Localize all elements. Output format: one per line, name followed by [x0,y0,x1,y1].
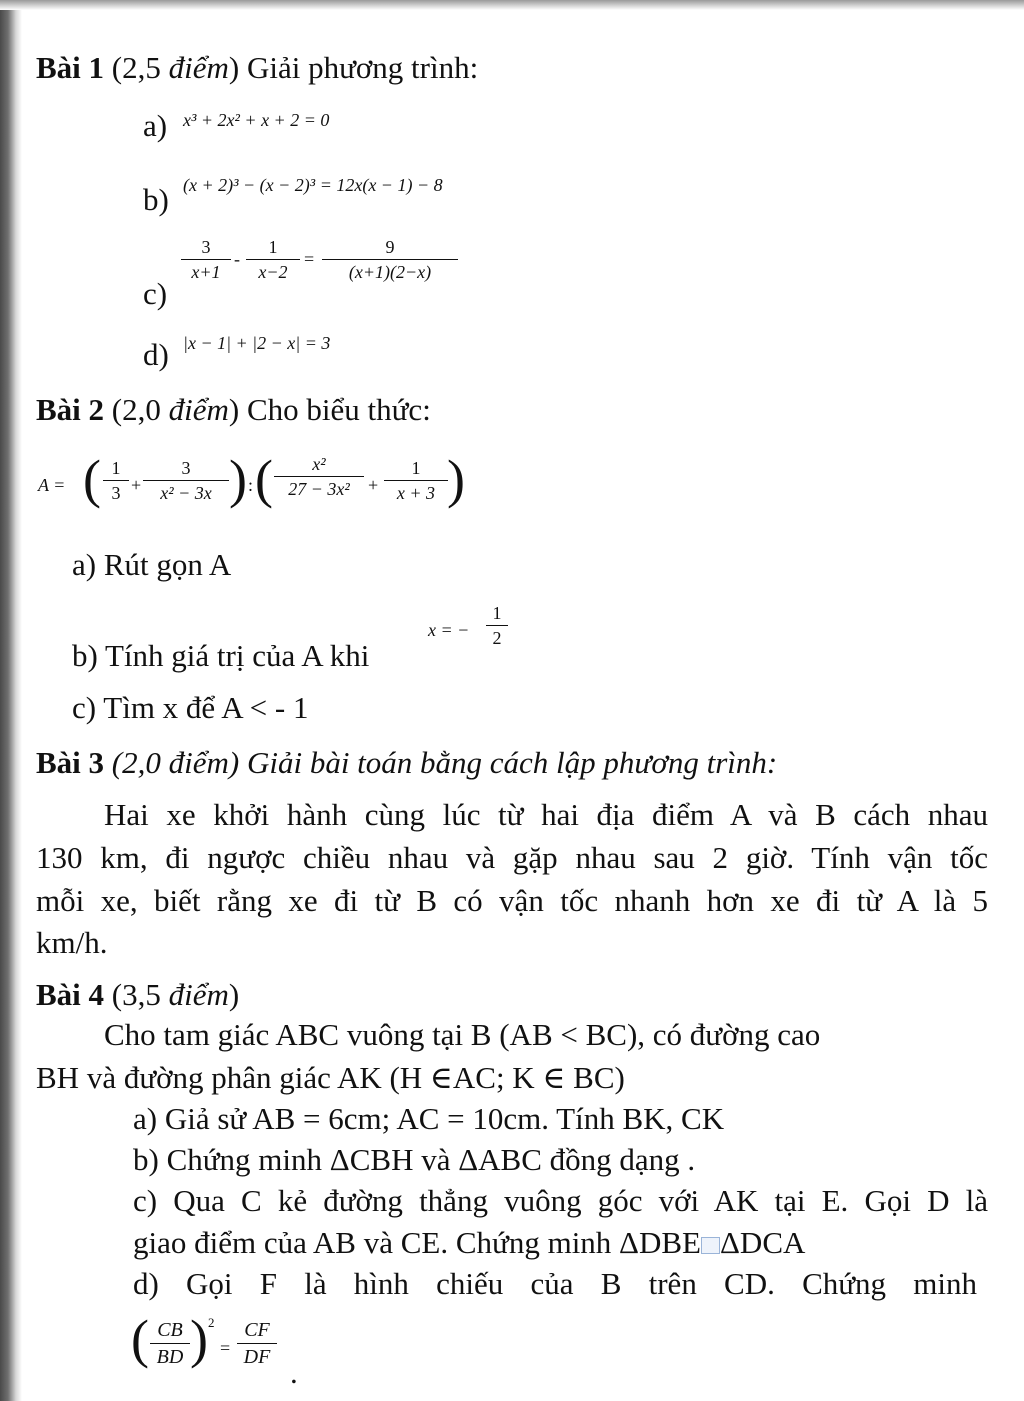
photo-left-edge [0,0,22,1401]
bai2-b-x: x = − [428,620,470,640]
bai4-heading [36,977,239,1013]
bai1-c-frac2-num: 1 [268,237,278,257]
bai4-d-frac1-num: CB [157,1319,183,1341]
bai1-c-minus: - [234,249,240,269]
bai4-d-period: . [290,1355,298,1390]
bai1-c-label: c) [143,276,168,311]
bai2-points-close: ) [228,392,240,427]
bai4-points-open: (3,5 [111,977,169,1012]
bai4-d-paren-close: ) [190,1309,208,1369]
bai1-a-equation: x³ + 2x² + x + 2 = 0 [183,110,330,130]
bai1-c-frac2 [246,238,300,281]
bai4-c2-text2: ΔDCA [720,1225,806,1260]
bai4-b: b) Chứng minh ΔCBH và ΔABC đồng dạng . [133,1142,696,1177]
bai1-points-open: (2,5 [111,50,169,85]
similar-symbol-icon [701,1237,720,1254]
bai2-colon: : [248,475,254,495]
bai2-frac2 [143,459,229,502]
bai2-frac3-num: x² [312,454,326,474]
bai3-line4: km/h. [36,925,108,960]
bai2-frac1-den: 3 [111,483,121,503]
bai2-frac4-num: 1 [411,458,421,478]
bai4-d-frac1 [150,1320,190,1367]
bai4-points: điểm [168,977,229,1012]
bai2-points-open: (2,0 [111,392,169,427]
bai1-points: điểm [168,50,229,85]
bai1-title: Bài 1 [36,50,105,85]
bai1-c-equals: = [304,249,315,269]
bai2-heading [36,392,431,428]
bai4-d-frac2-num: CF [244,1319,270,1341]
bai2-b-frac-num: 1 [492,603,502,623]
bai4-line2: BH và đường phân giác AK (H ∈AC; K ∈ BC) [36,1060,625,1095]
bai1-c-frac3-num: 9 [385,237,395,257]
bai4-c2 [133,1225,805,1261]
bai3-instruction: (2,0 điểm) Giải bài toán bằng cách lập phương trình: [111,745,778,780]
bai2-paren-open-2: ( [255,449,273,509]
bai4-line1: Cho tam giác ABC vuông tại B (AB < BC), có đường cao [104,1017,821,1052]
bai1-c-frac1 [181,238,231,281]
bai1-c-frac3 [322,238,458,281]
bai2-frac2-den: x² − 3x [160,483,212,503]
bai2-paren-open-1: ( [83,449,101,509]
bai2-frac4-den: x + 3 [396,483,436,503]
bai3-line3: mỗi xe, biết rằng xe đi từ B có vận tốc nhanh hơn xe đi từ A là 5 [36,883,988,918]
bai4-points-close: ) [228,977,240,1012]
bai2-a: a) Rút gọn A [72,547,232,582]
bai3-line1: Hai xe khởi hành cùng lúc từ hai địa điểm A và B cách nhau [104,797,988,832]
bai3-line2: 130 km, đi ngược chiều nhau và gặp nhau sau 2 giờ. Tính vận tốc [36,840,988,875]
bai2-paren-close-1: ) [229,449,247,509]
bai1-b-equation: (x + 2)³ − (x − 2)³ = 12x(x − 1) − 8 [183,175,443,195]
bai1-c-frac1-num: 3 [201,237,211,257]
bai3-title: Bài 3 [36,745,105,780]
bai2-frac4 [384,459,448,502]
bai2-frac2-num: 3 [181,458,191,478]
bai2-expr-lhs: A = [38,475,66,495]
bai1-c-frac1-den: x+1 [191,262,221,282]
bai4-d-frac1-den: BD [156,1346,184,1368]
bai1-points-close: ) [228,50,240,85]
bai2-frac3-den: 27 − 3x² [288,479,350,499]
bai1-b-label: b) [143,182,169,217]
bai2-frac1 [103,459,129,502]
bai2-title: Bài 2 [36,392,105,427]
bai4-d-exponent: 2 [208,1315,215,1330]
bai2-plus2: + [368,475,379,495]
bai2-b-frac-den: 2 [492,628,502,648]
bai3-heading [36,745,777,781]
bai1-instruction: Giải phương trình: [246,50,479,85]
bai2-b-frac [486,604,508,647]
bai1-heading [36,50,478,86]
bai2-frac1-num: 1 [111,458,121,478]
bai1-c-frac3-den: (x+1)(2−x) [348,262,432,282]
bai2-paren-close-2: ) [447,449,465,509]
bai2-instruction: Cho biểu thức: [246,392,431,427]
bai2-b: b) Tính giá trị của A khi [72,638,370,673]
bai4-title: Bài 4 [36,977,105,1012]
bai4-d-frac2 [237,1320,277,1367]
photo-top-edge [0,0,1024,10]
bai2-c: c) Tìm x để A < - 1 [72,690,309,725]
bai4-c2-text: giao điểm của AB và CE. Chứng minh ΔDBE [133,1225,701,1260]
bai2-frac3 [274,455,364,498]
bai1-d-label: d) [143,337,169,372]
bai4-d-equals: = [220,1338,231,1358]
bai4-d-paren-open: ( [131,1309,149,1369]
bai2-plus1: + [131,475,142,495]
bai4-c1: c) Qua C kẻ đường thẳng vuông góc với AK tại E. Gọi D là [133,1183,988,1218]
bai1-d-equation: |x − 1| + |2 − x| = 3 [183,333,331,353]
bai4-a: a) Giả sử AB = 6cm; AC = 10cm. Tính BK, CK [133,1101,725,1136]
bai4-d-frac2-den: DF [243,1346,271,1368]
bai4-d1: d) Gọi F là hình chiếu của B trên CD. Chứng minh [133,1266,977,1301]
bai2-points: điểm [168,392,229,427]
bai1-a-label: a) [143,108,168,143]
bai1-c-frac2-den: x−2 [258,262,288,282]
